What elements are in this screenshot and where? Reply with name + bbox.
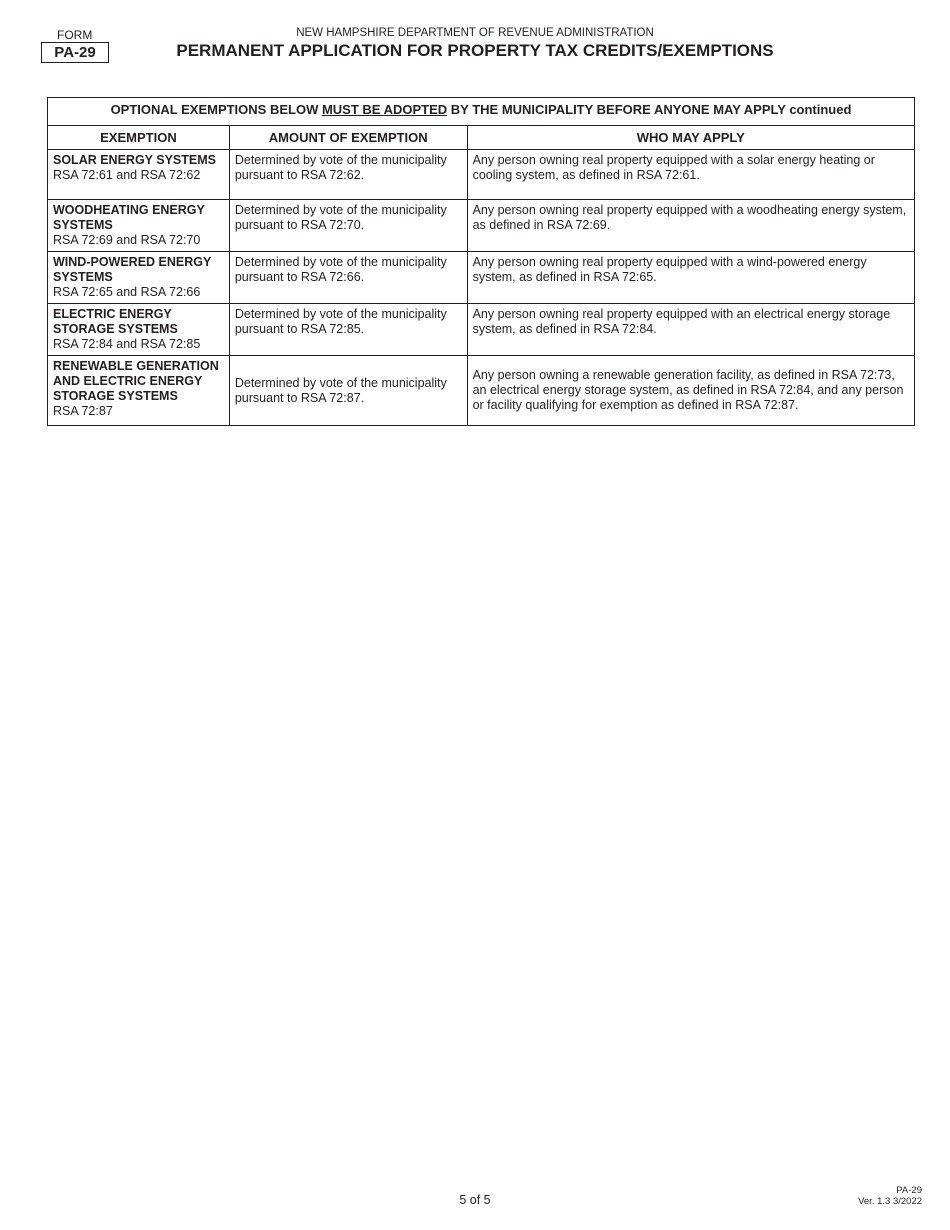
page-title: PERMANENT APPLICATION FOR PROPERTY TAX CREDITS/EXEMPTIONS [176, 41, 774, 60]
who-cell: Any person owning a renewable generation facility, as defined in RSA 72:73, an electrical energy storage system, as defined in RSA 72:84, and any person or facility qualifying for exemption as defined in RSA 72:87. [467, 356, 914, 426]
form-version-block [858, 1185, 922, 1207]
exemption-name: RENEWABLE GENERATION AND ELECTRIC ENERGY STORAGE SYSTEMS [53, 359, 219, 403]
amount-cell: Determined by vote of the municipality pursuant to RSA 72:70. [229, 200, 467, 252]
who-cell: Any person owning real property equipped with a woodheating energy system, as defined in RSA 72:69. [467, 200, 914, 252]
department-name: NEW HAMPSHIRE DEPARTMENT OF REVENUE ADMINISTRATION [296, 27, 654, 39]
exemption-rsa: RSA 72:65 and RSA 72:66 [53, 285, 201, 299]
exemption-cell [48, 150, 230, 200]
page-number: 5 of 5 [459, 1193, 491, 1207]
table-row [48, 200, 915, 252]
amount-cell: Determined by vote of the municipality pursuant to RSA 72:85. [229, 304, 467, 356]
exemption-cell [48, 252, 230, 304]
exemption-rsa: RSA 72:69 and RSA 72:70 [53, 233, 201, 247]
amount-cell: Determined by vote of the municipality pursuant to RSA 72:66. [229, 252, 467, 304]
exemption-name: WOODHEATING ENERGY SYSTEMS [53, 203, 205, 232]
amount-cell: Determined by vote of the municipality pursuant to RSA 72:62. [229, 150, 467, 200]
table-row [48, 304, 915, 356]
table-header-row [48, 126, 915, 150]
exemption-rsa: RSA 72:61 and RSA 72:62 [53, 168, 201, 182]
who-cell: Any person owning real property equipped with a wind-powered energy system, as defined in RSA 72:65. [467, 252, 914, 304]
column-header-exemption: EXEMPTION [48, 126, 230, 150]
amount-cell: Determined by vote of the municipality pursuant to RSA 72:87. [229, 356, 467, 426]
column-header-who: WHO MAY APPLY [467, 126, 914, 150]
table-banner-row [48, 98, 915, 126]
exemption-rsa: RSA 72:87 [53, 404, 113, 418]
exemption-name: ELECTRIC ENERGY STORAGE SYSTEMS [53, 307, 178, 336]
column-header-amount: AMOUNT OF EXEMPTION [229, 126, 467, 150]
table-row [48, 356, 915, 426]
form-number: PA-29 [41, 42, 109, 63]
footer-version: Ver. 1.3 3/2022 [858, 1196, 922, 1207]
exemption-rsa: RSA 72:84 and RSA 72:85 [53, 337, 201, 351]
table-row [48, 252, 915, 304]
exemptions-table [47, 97, 915, 426]
banner-emphasis: MUST BE ADOPTED [321, 102, 448, 117]
exemption-name: WIND-POWERED ENERGY SYSTEMS [53, 255, 212, 284]
who-cell: Any person owning real property equipped with a solar energy heating or cooling system, as defined in RSA 72:61. [467, 150, 914, 200]
exemption-cell [48, 356, 230, 426]
table-banner: OPTIONAL EXEMPTIONS BELOW MUST BE ADOPTED BY THE MUNICIPALITY BEFORE ANYONE MAY APPLY continued [48, 98, 915, 126]
who-cell: Any person owning real property equipped with an electrical energy storage system, as defined in RSA 72:84. [467, 304, 914, 356]
footer-form-code: PA-29 [896, 1185, 922, 1196]
exemption-cell [48, 200, 230, 252]
form-label: FORM [57, 28, 93, 42]
exemption-cell [48, 304, 230, 356]
table-row [48, 150, 915, 200]
exemption-name: SOLAR ENERGY SYSTEMS [53, 153, 216, 167]
